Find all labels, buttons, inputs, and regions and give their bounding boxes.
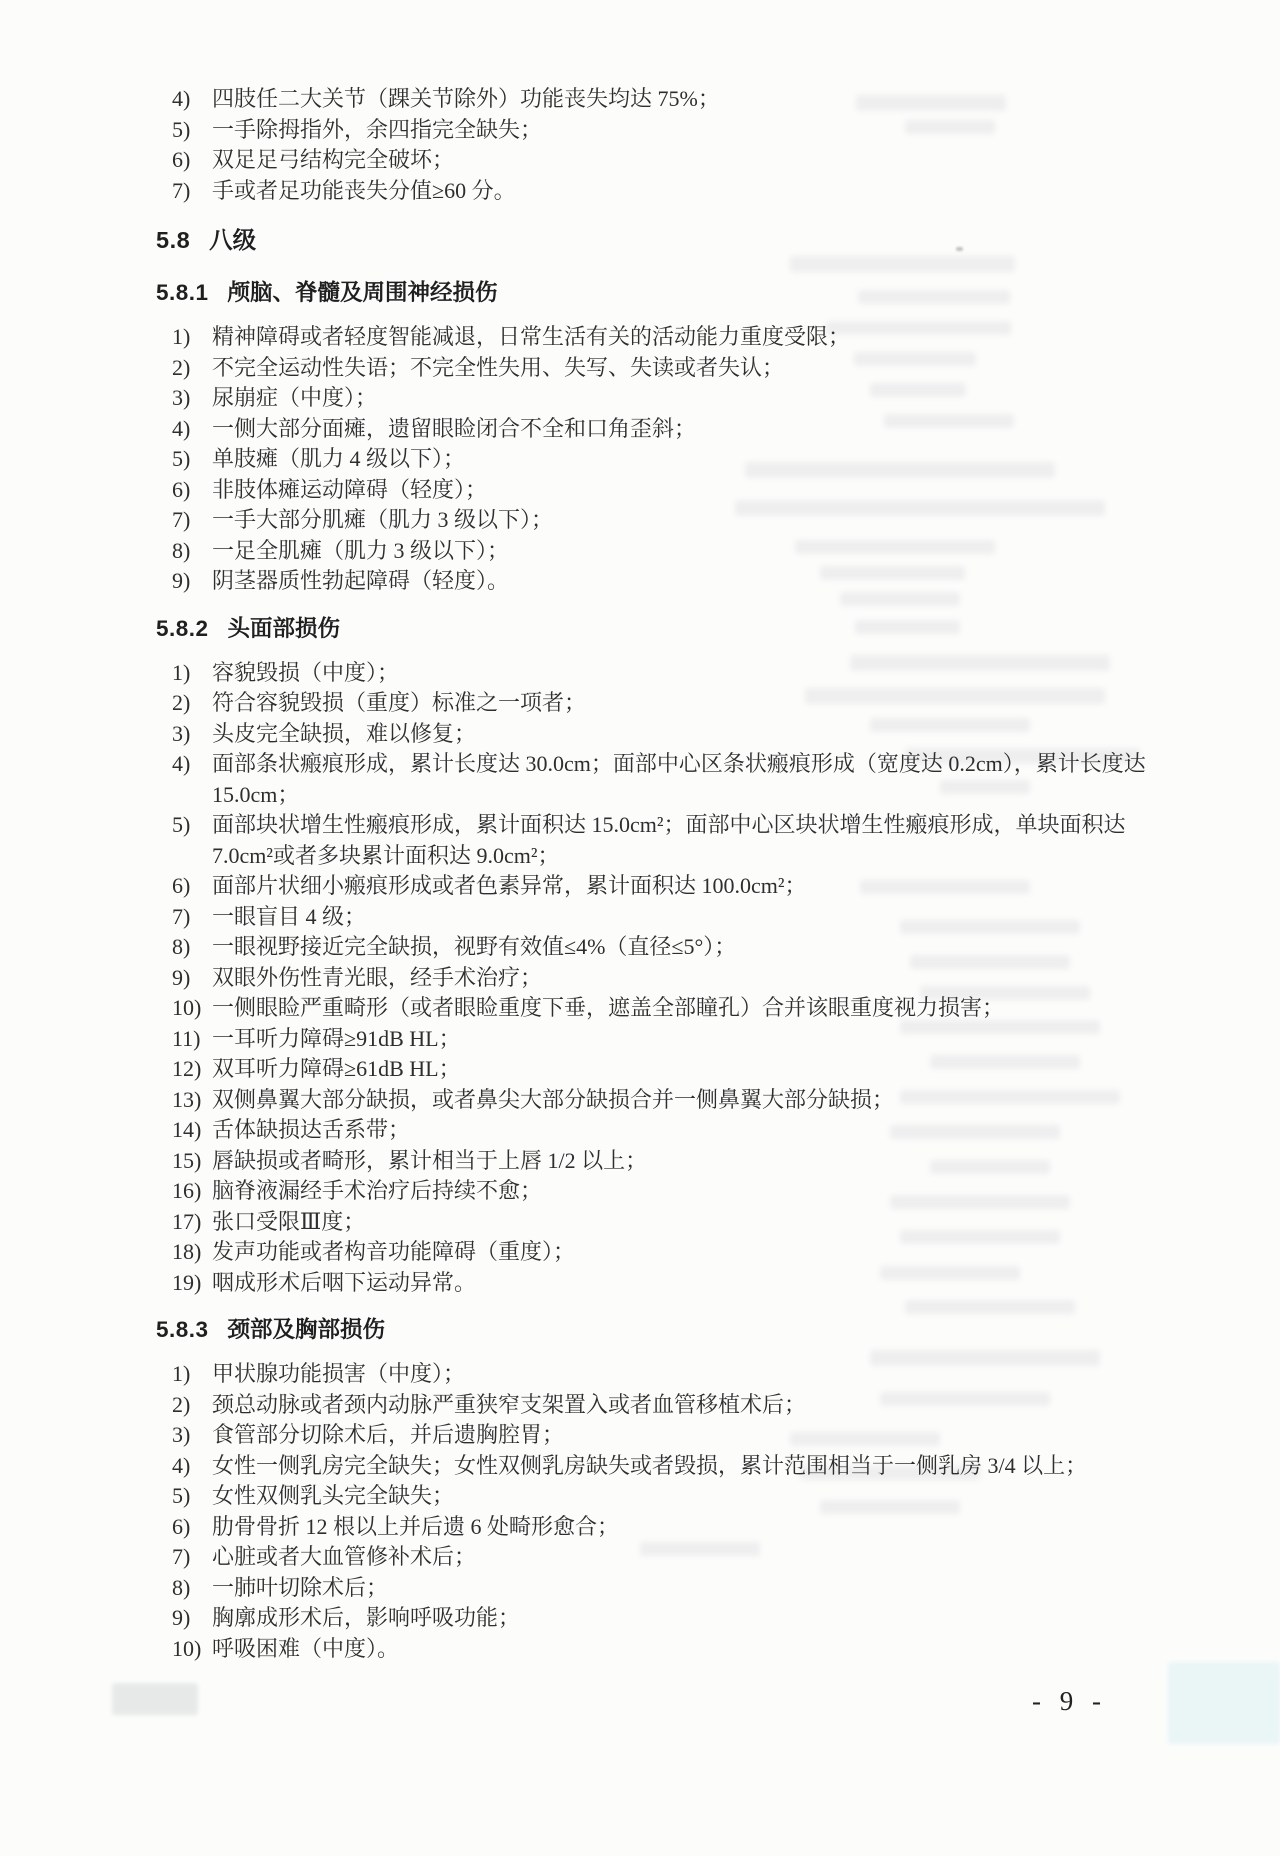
item-number: 2) — [172, 1391, 191, 1417]
item-number: 9) — [172, 568, 191, 593]
item-text: 双眼外伤性青光眼，经手术治疗； — [212, 964, 543, 990]
item-number: 7) — [172, 507, 191, 532]
list-item — [172, 1542, 1164, 1573]
item-number: 3) — [172, 385, 191, 410]
item-text: 脑脊液漏经手术治疗后持续不愈； — [212, 1178, 543, 1203]
list-item — [172, 1603, 1164, 1634]
item-text: 阴茎器质性勃起障碍（轻度）。 — [212, 568, 510, 593]
subsection-title: 颈部及胸部损伤 — [227, 1317, 386, 1342]
intro-item-list — [130, 84, 1164, 206]
list-item — [172, 1451, 1164, 1482]
list-item — [172, 1390, 1164, 1421]
list-item — [172, 1115, 1164, 1146]
list-item — [172, 1237, 1164, 1268]
list-item — [172, 444, 1164, 475]
item-number: 5) — [172, 446, 191, 471]
list-item — [172, 1634, 1164, 1665]
list-item — [172, 688, 1164, 719]
item-text: 唇缺损或者畸形，累计相当于上唇 1/2 以上； — [212, 1147, 648, 1173]
item-number: 5) — [172, 116, 191, 142]
list-item — [172, 932, 1164, 963]
list-item — [172, 993, 1164, 1024]
item-number: 2) — [172, 690, 191, 715]
subsection-heading — [156, 1314, 1164, 1345]
item-text: 双耳听力障碍≥61dB HL； — [212, 1056, 461, 1081]
list-item — [172, 475, 1164, 506]
item-text: 一侧眼睑严重畸形（或者眼睑重度下垂，遮盖全部瞳孔）合并该眼重度视力损害； — [212, 995, 1005, 1020]
list-item — [172, 658, 1164, 689]
list-item — [172, 1085, 1164, 1116]
item-number: 8) — [172, 1574, 191, 1600]
section-heading — [156, 225, 1164, 256]
item-text: 一手大部分肌瘫（肌力 3 级以下）； — [212, 507, 554, 532]
item-number: 11) — [172, 1025, 201, 1051]
item-text: 一肺叶切除术后； — [212, 1574, 389, 1600]
list-item — [172, 1573, 1164, 1604]
subsection-heading — [156, 277, 1164, 308]
scan-tint-artifact — [1168, 1662, 1280, 1744]
subsection-item-list — [130, 322, 1164, 597]
list-item — [172, 1146, 1164, 1177]
subsection-item-list — [130, 1359, 1164, 1664]
item-number: 9) — [172, 1605, 191, 1630]
item-text: 张口受限Ⅲ度； — [212, 1208, 366, 1234]
list-item — [172, 1176, 1164, 1207]
item-number: 3) — [172, 1422, 191, 1447]
item-text: 肋骨骨折 12 根以上并后遗 6 处畸形愈合； — [212, 1513, 620, 1539]
item-text: 女性双侧乳头完全缺失； — [212, 1483, 455, 1508]
item-text: 一耳听力障碍≥91dB HL； — [212, 1025, 461, 1051]
item-text: 单肢瘫（肌力 4 级以下）； — [212, 446, 466, 471]
item-number: 4) — [172, 751, 191, 776]
subsection-heading — [156, 613, 1164, 644]
item-text: 一手除拇指外，余四指完全缺失； — [212, 116, 543, 142]
list-item — [172, 1512, 1164, 1543]
item-text: 尿崩症（中度）； — [212, 385, 378, 410]
item-text: 双足足弓结构完全破坏； — [212, 147, 455, 172]
list-item — [172, 176, 1164, 207]
item-number: 4) — [172, 86, 191, 111]
list-item — [172, 414, 1164, 445]
item-text: 四肢任二大关节（踝关节除外）功能丧失均达 75%； — [212, 86, 720, 111]
item-number: 7) — [172, 177, 191, 203]
item-number: 6) — [172, 873, 191, 898]
list-item — [172, 902, 1164, 933]
item-text: 胸廓成形术后，影响呼吸功能； — [212, 1605, 521, 1630]
list-item — [172, 1481, 1164, 1512]
subsection-5-8-3 — [130, 1314, 1164, 1664]
item-text: 手或者足功能丧失分值≥60 分。 — [212, 177, 516, 203]
item-number: 8) — [172, 537, 191, 563]
item-number: 16) — [172, 1178, 202, 1203]
item-text: 心脏或者大血管修补术后； — [212, 1544, 477, 1569]
list-item — [172, 1359, 1164, 1390]
item-text: 一足全肌瘫（肌力 3 级以下）； — [212, 537, 510, 563]
list-item — [172, 810, 1164, 871]
item-number: 1) — [172, 659, 191, 685]
list-item — [172, 84, 1164, 115]
item-text: 颈总动脉或者颈内动脉严重狭窄支架置入或者血管移植术后； — [212, 1391, 807, 1417]
item-number: 7) — [172, 903, 191, 929]
item-number: 10) — [172, 1635, 202, 1661]
item-number: 6) — [172, 476, 191, 502]
item-number: 1) — [172, 324, 191, 349]
list-item — [172, 963, 1164, 994]
item-text: 一侧大部分面瘫，遗留眼睑闭合不全和口角歪斜； — [212, 415, 697, 441]
item-text: 符合容貌毁损（重度）标准之一项者； — [212, 690, 587, 715]
item-number: 2) — [172, 354, 191, 380]
section-title: 八级 — [209, 227, 257, 253]
item-number: 5) — [172, 812, 191, 837]
item-text: 面部片状细小瘢痕形成或者色素异常，累计面积达 100.0cm²； — [212, 873, 807, 898]
list-item — [172, 1420, 1164, 1451]
item-text: 精神障碍或者轻度智能减退，日常生活有关的活动能力重度受限； — [212, 324, 851, 349]
list-item — [172, 566, 1164, 597]
item-text: 甲状腺功能损害（中度）； — [212, 1361, 466, 1386]
item-number: 7) — [172, 1544, 191, 1569]
bleed-through-artifact — [112, 1683, 198, 1715]
item-text: 舌体缺损达舌系带； — [212, 1117, 411, 1142]
item-text: 面部块状增生性瘢痕形成，累计面积达 15.0cm²；面部中心区块状增生性瘢痕形成，单块面积达 7.0cm²或者多块累计面积达 9.0cm²； — [212, 812, 1126, 868]
item-number: 10) — [172, 995, 202, 1020]
item-text: 不完全运动性失语；不完全性失用、失写、失读或者失认； — [212, 354, 785, 380]
item-number: 4) — [172, 1452, 191, 1478]
subsection-title: 颅脑、脊髓及周围神经损伤 — [227, 280, 498, 305]
list-item — [172, 322, 1164, 353]
item-number: 19) — [172, 1269, 202, 1295]
subsection-number: 5.8.3 — [156, 1317, 209, 1342]
subsection-number: 5.8.1 — [156, 280, 209, 305]
item-text: 发声功能或者构音功能障碍（重度）； — [212, 1239, 576, 1264]
item-text: 面部条状瘢痕形成，累计长度达 30.0cm；面部中心区条状瘢痕形成（宽度达 0.2cm），累计长度达 15.0cm； — [212, 751, 1146, 807]
item-number: 9) — [172, 964, 191, 990]
list-item — [172, 505, 1164, 536]
item-text: 头皮完全缺损，难以修复； — [212, 720, 477, 746]
subsection-5-8-2 — [130, 613, 1164, 1299]
item-text: 食管部分切除术后，并后遗胸腔胃； — [212, 1422, 565, 1447]
item-text: 一眼视野接近完全缺损，视野有效值≤4%（直径≤5°）； — [212, 934, 737, 959]
subsection-number: 5.8.2 — [156, 615, 209, 641]
item-number: 13) — [172, 1086, 202, 1112]
list-item — [172, 749, 1164, 810]
item-number: 1) — [172, 1361, 191, 1386]
list-item — [172, 115, 1164, 146]
item-text: 女性一侧乳房完全缺失；女性双侧乳房缺失或者毁损，累计范围相当于一侧乳房 3/4 以上； — [212, 1452, 1088, 1478]
list-item — [172, 145, 1164, 176]
subsection-5-8-1 — [130, 277, 1164, 597]
item-text: 容貌毁损（中度）； — [212, 659, 400, 685]
item-text: 非肢体瘫运动障碍（轻度）； — [212, 476, 488, 502]
page-number: - 9 - — [1032, 1686, 1103, 1716]
item-number: 15) — [172, 1147, 202, 1173]
item-text: 双侧鼻翼大部分缺损，或者鼻尖大部分缺损合并一侧鼻翼大部分缺损； — [212, 1086, 895, 1112]
list-item — [172, 536, 1164, 567]
item-number: 14) — [172, 1117, 202, 1142]
subsection-title: 头面部损伤 — [227, 615, 341, 641]
list-item — [172, 871, 1164, 902]
section-number: 5.8 — [156, 227, 191, 253]
item-text: 咽成形术后咽下运动异常。 — [212, 1269, 477, 1295]
item-number: 8) — [172, 934, 191, 959]
item-number: 3) — [172, 720, 191, 746]
list-item — [172, 353, 1164, 384]
list-item — [172, 1268, 1164, 1299]
item-number: 18) — [172, 1239, 202, 1264]
item-number: 6) — [172, 147, 191, 172]
item-number: 5) — [172, 1483, 191, 1508]
item-text: 呼吸困难（中度）。 — [212, 1635, 400, 1661]
item-number: 12) — [172, 1056, 202, 1081]
list-item — [172, 1024, 1164, 1055]
item-number: 4) — [172, 415, 191, 441]
list-item — [172, 719, 1164, 750]
subsection-item-list — [130, 658, 1164, 1299]
list-item — [172, 1054, 1164, 1085]
list-item — [172, 1207, 1164, 1238]
item-number: 6) — [172, 1513, 191, 1539]
item-number: 17) — [172, 1208, 202, 1234]
list-item — [172, 383, 1164, 414]
item-text: 一眼盲目 4 级； — [212, 903, 367, 929]
